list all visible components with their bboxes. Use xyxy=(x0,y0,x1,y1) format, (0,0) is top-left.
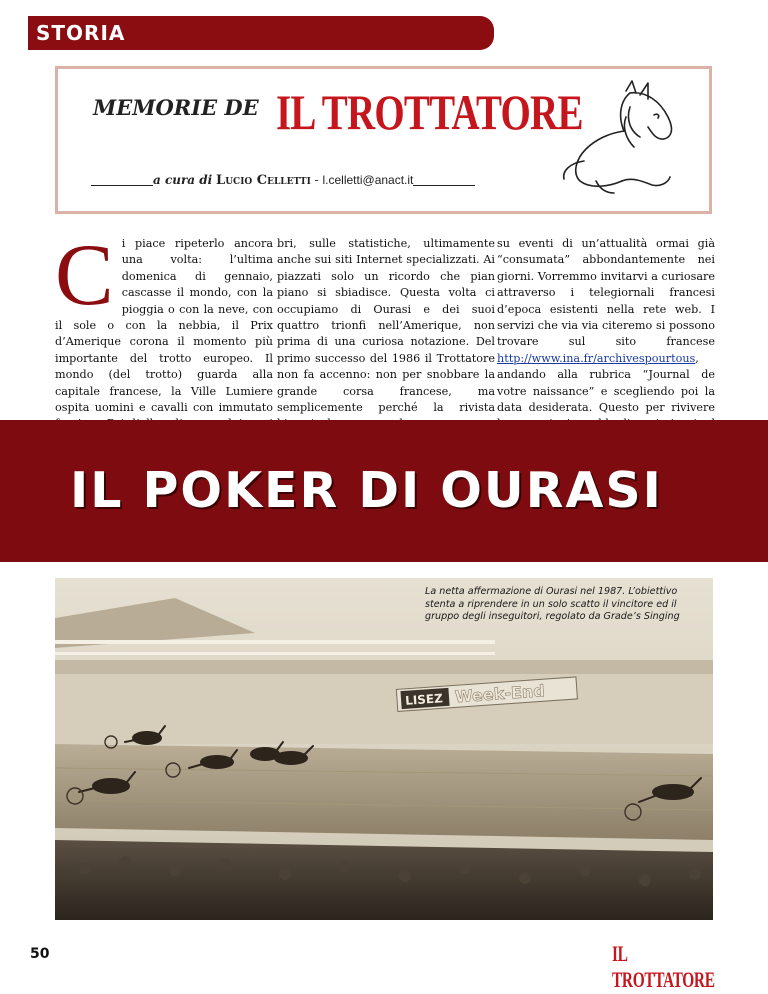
article-column-3 xyxy=(497,236,715,418)
column-pretitle: MEMORIE DE xyxy=(93,95,259,120)
author-email[interactable]: l.celletti@anact.it xyxy=(322,173,414,187)
column-header xyxy=(55,66,712,214)
section-label: STORIA xyxy=(36,21,126,45)
horse-sketch-icon xyxy=(556,77,686,201)
drop-cap: C xyxy=(55,227,114,324)
author-name: Lucio Celletti xyxy=(216,173,311,188)
byline: a cura di Lucio Celletti - l.celletti@anact.it xyxy=(91,173,475,188)
page-number: 50 xyxy=(30,946,50,962)
title-band xyxy=(0,420,768,562)
footer-logo: IL TROTTATORE xyxy=(612,941,715,992)
masthead-logo: IL TROTTATORE xyxy=(276,84,583,140)
section-tab xyxy=(28,16,494,50)
article-column-1 xyxy=(55,227,273,418)
photo-caption: La netta affermazione di Ourasi nel 1987. L’obiettivo stenta a riprendere in un solo scatto il vincitore ed il gruppo degli inseguitori, regolato da Grade’s Singing xyxy=(425,586,680,622)
banner-lisez: LISEZ xyxy=(404,691,444,708)
race-photo-image xyxy=(55,578,713,920)
race-photo xyxy=(55,578,713,920)
column-2-text: bri, sulle statistiche, ultimamente anche sui siti Internet specializzati. Ai piazzati solo un ricordo che pian piano si sbiadisce. Questa volta ci occupiamo di Ourasi e dei suoi quattro trionfi nell’Amerique, non prima di una curiosa notazione. Del primo successo del 1986 il Trottatore non fa accenno: non per snobbare la grande corsa francese, ma semplicemente perché la rivista xyxy=(277,237,495,415)
article-column-2 xyxy=(277,236,495,418)
byline-prefix: a cura di xyxy=(153,173,213,187)
article-title: IL POKER DI OURASI xyxy=(70,462,663,519)
banner-weekend: Week-End xyxy=(454,681,546,707)
ina-archive-link[interactable]: http://www.ina.fr/archivespourtous xyxy=(497,351,696,365)
column-3-text-a: su eventi di un’attualità ormai già “consumata” abbondantemente nei giorni. Vorremmo invitarvi a curiosare attraverso i telegiornali francesi d’epoca esistenti nella rete web. I servizi che via via citeremo si possono trovare sul sito francese xyxy=(497,237,715,349)
column-1-text: i piace ripeterlo ancora una volta: l’ultima domenica di gennaio, cascasse il mondo, con la pioggia o con la neve, con il sole o con la nebbia, il Prix d’Amerique corona il momento più importante del trotto europeo. Il mondo (del trotto) guarda alla capitale francese, la Ville Lumiere ospita uomini e cavalli con immutato xyxy=(55,237,273,415)
column-3-text-b: , andando alla rubrica “Journal de votre naissance” e scegliendo poi la data desiderata. Questo per rivivere xyxy=(497,351,715,415)
